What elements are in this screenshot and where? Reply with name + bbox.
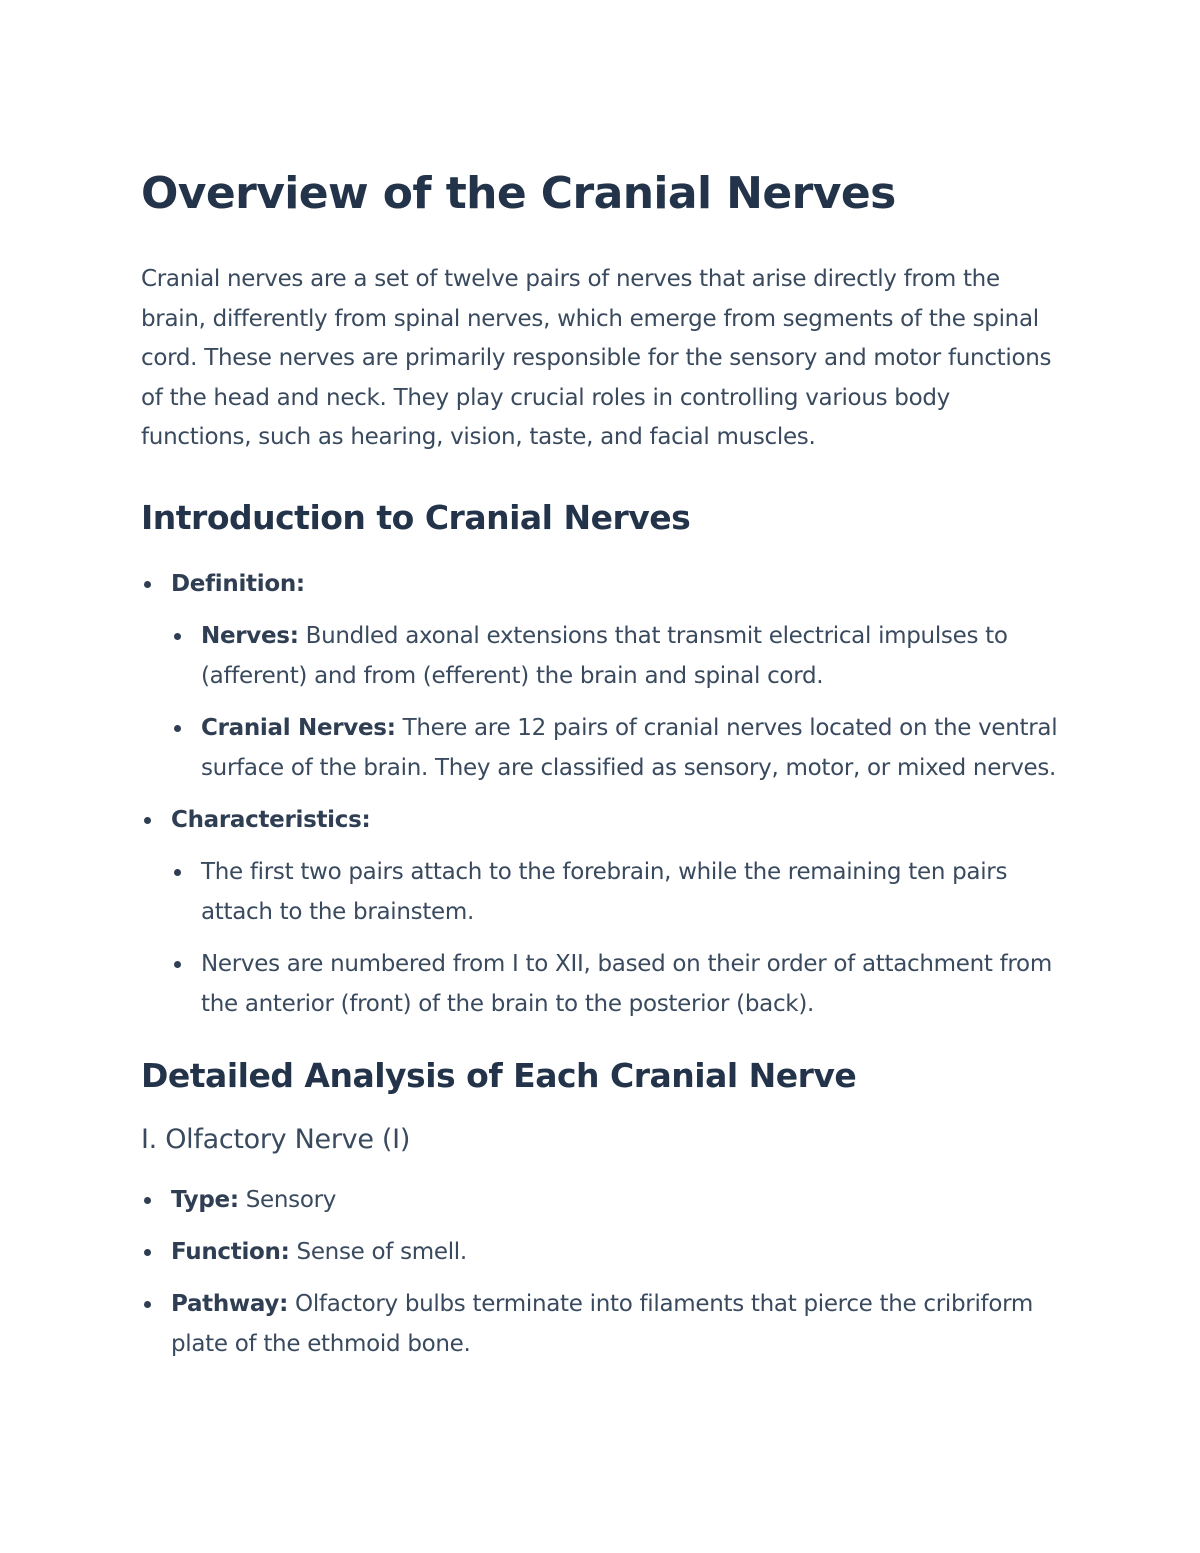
nerves-text: Bundled axonal extensions that transmit electrical impulses to (afferent) and from (efferent) the brain and spinal cord. [201,622,1008,689]
function-text: Sense of smell. [296,1238,467,1265]
characteristic-text: Nerves are numbered from I to XII, based on their order of attachment from the anterior (front) of the brain to the posterior (back). [201,950,1052,1017]
intro-paragraph: Cranial nerves are a set of twelve pairs of nerves that arise directly from the brain, differently from spinal nerves, which emerge from segments of the spinal cord. These nerves are primarily responsible for the sensory and motor functions of the head and neck. They play crucial roles in controlling various body functions, such as hearing, vision, taste, and facial muscles. [141,266,1052,450]
type-text: Sensory [245,1186,337,1213]
list-item-characteristics: Characteristics: The first two pairs attach to the forebrain, while the remaining ten pairs attach to the brainstem. Nerves are numbered from I to XII, based on their order of attachment from the anterior (front) of the brain to the posterior (back). [141,800,1060,1024]
list-item-definition: Definition: Nerves: Bundled axonal extensions that transmit electrical impulses to (afferent) and from (efferent) the brain and spinal cord. Cranial Nerves: There are 12 pairs of cranial nerves located on the ventral surface of the brain. They are classified as sensory, motor, or mixed nerves. [141,564,1060,788]
bullet-icon [174,633,181,640]
bullet-icon [144,1301,151,1308]
olfactory-list [141,1180,1060,1364]
section-heading-introduction: Introduction to Cranial Nerves [141,497,691,537]
function-term: Function [171,1238,281,1265]
characteristic-text: The first two pairs attach to the forebrain, while the remaining ten pairs attach to the brainstem. [201,858,1008,925]
list-item-pathway: Pathway: Olfactory bulbs terminate into filaments that pierce the cribriform plate of the ethmoid bone. [141,1284,1060,1364]
definition-sublist [171,616,1060,788]
introduction-list [141,564,1060,1024]
list-item-characteristic-1 [171,852,1060,932]
bullet-icon [144,817,151,824]
characteristics-term: Characteristics [171,806,362,833]
bullet-icon [144,1197,151,1204]
pathway-term: Pathway [171,1290,280,1317]
list-item-type: Type: Sensory [141,1180,1060,1220]
list-item-function: Function: Sense of smell. [141,1232,1060,1272]
cranial-nerves-term: Cranial Nerves [201,714,387,741]
characteristics-sublist [171,852,1060,1024]
bullet-icon [174,869,181,876]
nerves-term: Nerves [201,622,290,649]
bullet-icon [174,725,181,732]
page-title: Overview of the Cranial Nerves [141,168,896,219]
section-heading-detailed-analysis: Detailed Analysis of Each Cranial Nerve [141,1055,857,1095]
list-item-nerves: Nerves: Bundled axonal extensions that transmit electrical impulses to (afferent) and from (efferent) the brain and spinal cord. [171,616,1060,696]
list-item-cranial-nerves: Cranial Nerves: There are 12 pairs of cranial nerves located on the ventral surface of the brain. They are classified as sensory, motor, or mixed nerves. [171,708,1060,788]
pathway-text: Olfactory bulbs terminate into filaments that pierce the cribriform plate of the ethmoid bone. [171,1290,1033,1357]
definition-term: Definition [171,570,296,597]
list-item-characteristic-2 [171,944,1060,1024]
bullet-icon [144,1249,151,1256]
bullet-icon [144,581,151,588]
bullet-icon [174,961,181,968]
subsection-heading-olfactory: I. Olfactory Nerve (I) [141,1123,411,1155]
type-term: Type [171,1186,230,1213]
cranial-nerves-text: There are 12 pairs of cranial nerves located on the ventral surface of the brain. They are classified as sensory, motor, or mixed nerves. [201,714,1058,781]
